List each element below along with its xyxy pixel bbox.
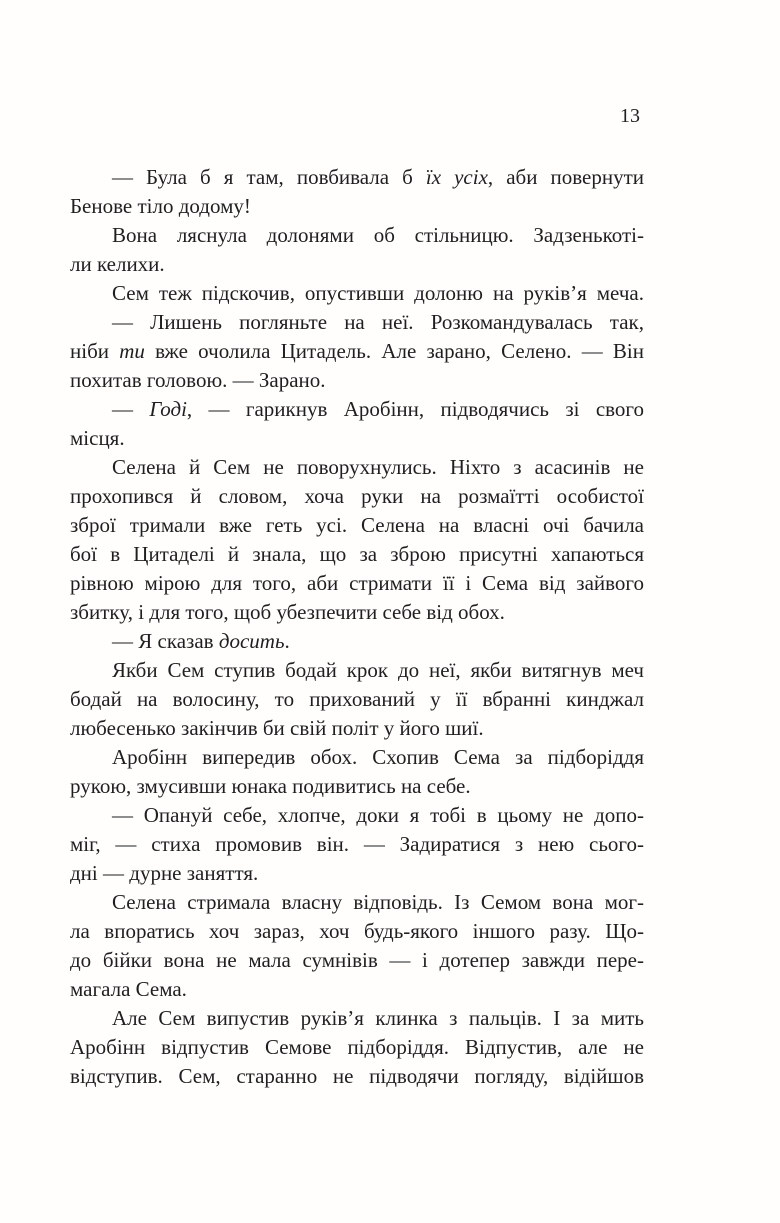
text-segment: бої в Цитаделі й знала, що за зброю присутні хапаються (70, 542, 644, 566)
text-line (70, 453, 644, 482)
text-line (70, 946, 644, 975)
text-line (70, 192, 644, 221)
italic-text-segment: їх усіх (425, 165, 488, 189)
text-line (70, 221, 644, 250)
text-segment: Бенове тіло додому! (70, 194, 251, 218)
text-segment: ли келихи. (70, 252, 165, 276)
text-segment: Вона ляснула долонями об стільницю. Задзенькоті- (112, 223, 644, 247)
text-line (70, 627, 644, 656)
text-line (70, 801, 644, 830)
text-segment: — (112, 397, 150, 421)
text-segment: — Опануй себе, хлопче, доки я тобі в цьому не допо- (112, 803, 644, 827)
text-segment: . (284, 629, 290, 653)
text-segment: бодай на волосину, то прихований у її вбранні кинджал (70, 687, 644, 711)
text-line (70, 424, 644, 453)
paragraph (70, 888, 644, 1004)
text-segment: прохопився й словом, хоча руки на розмаїтті особистої (70, 484, 644, 508)
page-number: 13 (620, 105, 640, 127)
text-segment: зброї тримали вже геть усі. Селена на власні очі бачила (70, 513, 644, 537)
text-line (70, 917, 644, 946)
text-segment: любесенько закінчив би свій політ у його шиї. (70, 716, 484, 740)
text-segment: ніби (70, 339, 120, 363)
text-line (70, 569, 644, 598)
paragraph (70, 801, 644, 888)
text-block (70, 163, 644, 1091)
text-segment: рукою, змусивши юнака подивитись на себе. (70, 774, 471, 798)
text-line (70, 830, 644, 859)
paragraph (70, 743, 644, 801)
text-line (70, 1062, 644, 1091)
text-segment: Аробінн відпустив Семове підборіддя. Відпустив, але не (70, 1035, 644, 1059)
text-line (70, 685, 644, 714)
text-segment: міг, — стиха промовив він. — Задиратися з нею сього- (70, 832, 644, 856)
text-segment: відступив. Сем, старанно не підводячи погляду, відійшов (70, 1064, 644, 1088)
paragraph (70, 279, 644, 308)
text-line (70, 279, 644, 308)
text-line (70, 888, 644, 917)
paragraph (70, 453, 644, 627)
text-line (70, 1004, 644, 1033)
text-segment: Якби Сем ступив бодай крок до неї, якби витягнув меч (112, 658, 644, 682)
text-segment: місця. (70, 426, 125, 450)
text-line (70, 656, 644, 685)
text-line (70, 859, 644, 888)
text-segment: дні — дурне заняття. (70, 861, 259, 885)
text-segment: Аробінн випередив обох. Схопив Сема за підборіддя (112, 745, 644, 769)
italic-text-segment: ти (119, 339, 145, 363)
text-segment: Селена стримала власну відповідь. Із Семом вона мог- (112, 890, 644, 914)
text-line (70, 743, 644, 772)
paragraph (70, 308, 644, 395)
italic-text-segment: Годі (149, 397, 187, 421)
text-line (70, 511, 644, 540)
text-segment: магала Сема. (70, 977, 187, 1001)
text-segment: Селена й Сем не поворухнулись. Ніхто з асасинів не (112, 455, 644, 479)
text-line (70, 250, 644, 279)
paragraph (70, 627, 644, 656)
text-segment: , аби повернути (487, 165, 645, 189)
text-line (70, 163, 644, 192)
text-line (70, 772, 644, 801)
text-line (70, 482, 644, 511)
paragraph (70, 221, 644, 279)
text-line (70, 395, 644, 424)
text-line (70, 714, 644, 743)
text-segment: похитав головою. — Зарано. (70, 368, 326, 392)
paragraph (70, 395, 644, 453)
text-segment: вже очолила Цитадель. Але зарано, Селено. — Він (144, 339, 645, 363)
paragraph (70, 163, 644, 221)
text-line (70, 598, 644, 627)
text-segment: Але Сем випустив руків’я клинка з пальців. І за мить (112, 1006, 644, 1030)
text-segment: — Була б я там, повбивала б (112, 165, 426, 189)
text-segment: збитку, і для того, щоб убезпечити себе від обох. (70, 600, 505, 624)
text-segment: — Лишень погляньте на неї. Розкомандувалась так, (112, 310, 644, 334)
text-segment: — Я сказав (112, 629, 219, 653)
text-line (70, 540, 644, 569)
paragraph (70, 656, 644, 743)
text-line (70, 1033, 644, 1062)
text-line (70, 975, 644, 1004)
text-line (70, 366, 644, 395)
text-segment: рівною мірою для того, аби стримати її і Сема від зайвого (70, 571, 644, 595)
text-segment: , — гарикнув Аробінн, підводячись зі свого (186, 397, 645, 421)
text-segment: до бійки вона не мала сумнівів — і дотепер завжди пере- (70, 948, 644, 972)
text-segment: Сем теж підскочив, опустивши долоню на руків’я меча. (112, 281, 644, 305)
italic-text-segment: досить (218, 629, 285, 653)
text-line (70, 337, 644, 366)
text-segment: ла впоратись хоч зараз, хоч будь-якого іншого разу. Що- (70, 919, 644, 943)
text-line (70, 308, 644, 337)
paragraph (70, 1004, 644, 1091)
